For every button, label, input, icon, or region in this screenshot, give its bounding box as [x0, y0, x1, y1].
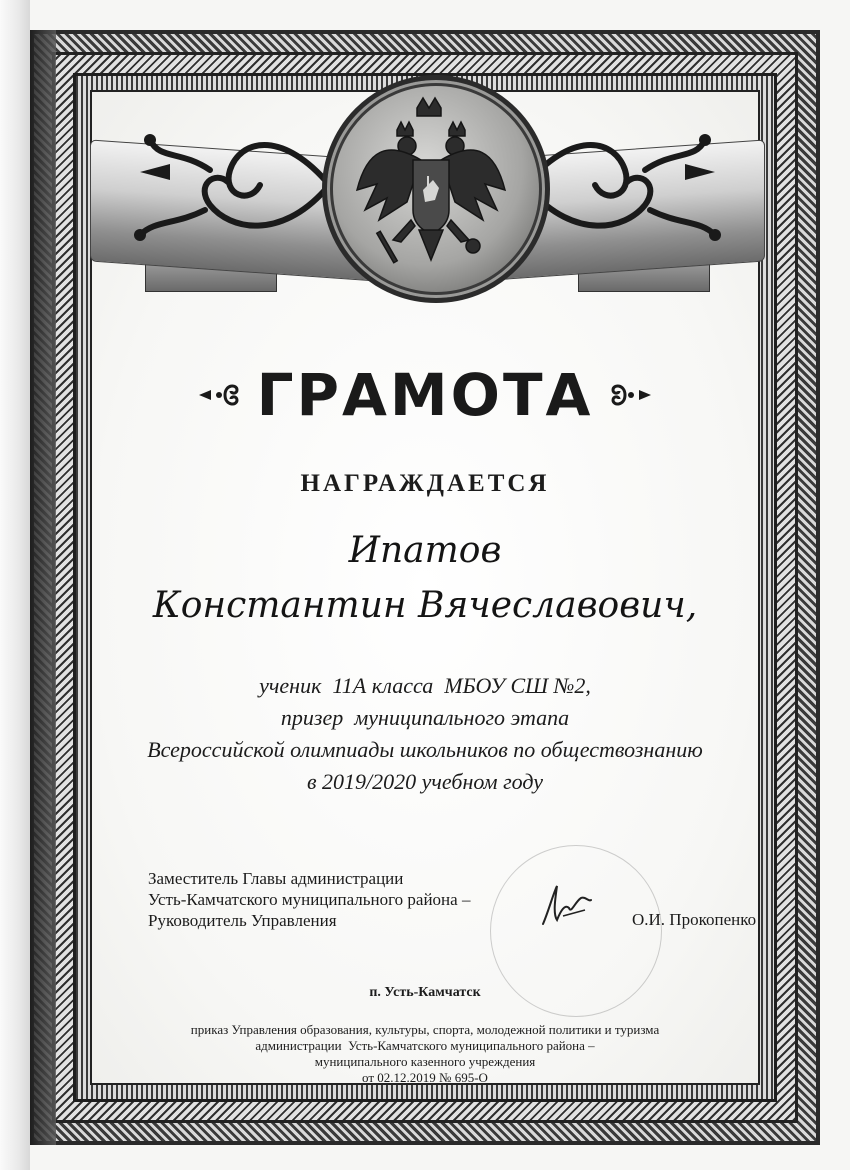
award-description	[0, 670, 850, 798]
handwritten-signature-icon	[535, 880, 595, 930]
description-line: Всероссийской олимпиады школьников по обществознанию	[147, 737, 703, 762]
scroll-ornament-left-icon	[130, 110, 330, 250]
double-headed-eagle-icon	[327, 80, 535, 288]
order-reference	[0, 1022, 850, 1086]
order-line: муниципального казенного учреждения	[314, 1054, 536, 1069]
scroll-ornament-right-icon	[525, 110, 725, 250]
description-line: призер муниципального этапа	[280, 705, 570, 730]
order-line: от 02.12.2019 № 695-О	[362, 1070, 488, 1085]
position-line: Заместитель Главы администрации	[148, 869, 404, 888]
order-line: администрации Усть-Камчатского муниципального района –	[255, 1038, 595, 1053]
flourish-right-icon	[611, 380, 651, 410]
signatory-position	[148, 868, 470, 931]
flourish-left-icon	[199, 380, 239, 410]
position-line: Усть-Камчатского муниципального района –	[148, 890, 471, 909]
awarded-heading: НАГРАЖДАЕТСЯ	[300, 470, 550, 497]
emblem-medallion	[322, 75, 550, 303]
signatory-name: О.И. Прокопенко	[632, 910, 757, 929]
header-banner	[60, 70, 795, 300]
position-line: Руководитель Управления	[148, 911, 337, 930]
description-line: ученик 11А класса МБОУ СШ №2,	[259, 673, 591, 698]
place-of-issue: п. Усть-Камчатск	[369, 985, 481, 1000]
certificate-title: ГРАМОТА	[256, 361, 594, 429]
recipient-given-name: Константин Вячеславович,	[152, 585, 698, 626]
recipient-surname: Ипатов	[348, 530, 502, 571]
order-line: приказ Управления образования, культуры, спорта, молодежной политики и туризма	[190, 1022, 660, 1037]
description-line: в 2019/2020 учебном году	[307, 769, 543, 794]
title-row	[0, 360, 850, 430]
